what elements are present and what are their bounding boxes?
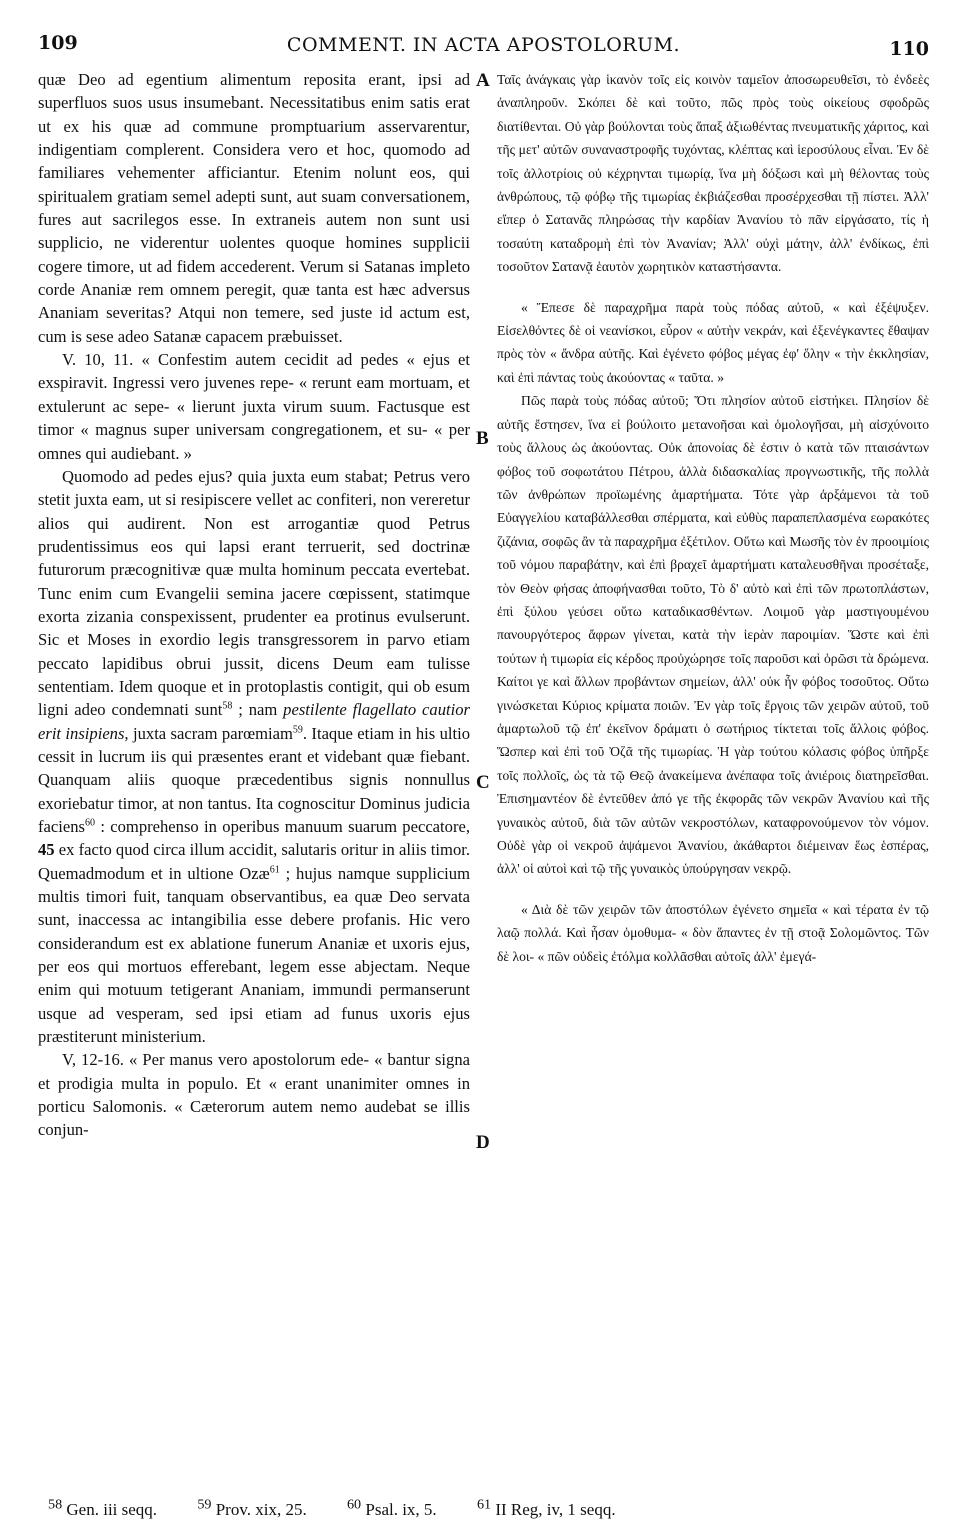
footnote-ref: 59 (292, 724, 303, 736)
footnote-ref: 61 (269, 864, 280, 876)
page-number-left: 109 (38, 32, 78, 54)
margin-marker-d: D (476, 1132, 490, 1153)
latin-paragraph: quæ Deo ad egentium alimentum reposita erant, ipsi ad superfluos suos usus insumebant. Necessitatibus enim satis erat ut ex his quæ ad commune promptuarium asservarentur, indigentiam complerent. Considera vero et hoc, quomodo ad familiares vehementer afficiantur. Etenim nolunt eos, qui spiritualem gratiam semel adepti sunt, aut suam conversationem, fures aut sacrilegos esse. In extraneis autem non sunt usi supplicio, ne viderentur uolentes quoque homines supplicii cogere timore, ut ad fidem accederent. Verum si Satanas impleto corde Ananiæ rem omnem peregit, quæ tanta est hæc adversus Ananiam severitas? Atqui non temere, sed juste id actum est, cum is sese adeo Satanæ capacem præbuisset. (38, 70, 470, 346)
column-number: 45 (38, 840, 55, 860)
latin-italic-quote: pestilente flagellato cautior erit insipiens, (38, 700, 470, 743)
latin-text: Quomodo ad pedes ejus? quia juxta eum stabat; Petrus vero stetit juxta eam, ut si resipiscere vellet ac confiteri, non vereretur alios qui audirent. Non est arrogantiæ quod Petrus prudentissimus eos qui lapsi erant terruerit, sed doctrinæ futurorum præcognitivæ quæ multa hominum peccata evertebat. Tunc enim cum Evangelii semina jacere cœpissent, statimque exorta zizania conspexissent, prudenter ea protinus evulserunt. Sic et Moses in exordio legis transgressorem in parvo etiam peccato lapidibus obrui jussit, dicens Deum eam tulisse sententiam. Idem quoque et in protoplastis contigit, qui ob esum ligni adeo condemnati sunt (38, 466, 470, 720)
latin-verse-quote: V. 10, 11. « Confestim autem cecidit ad pedes « ejus et exspiravit. Ingressi vero juvenes repe- « rerunt eam mortuam, et extulerunt ac sepe- « lierunt juxta virum suum. Factusque est timor « magnus super universam congregationem, et su- « per omnes qui audiebant. » (38, 350, 470, 463)
page-number-right: 110 (889, 38, 929, 60)
margin-marker-c: C (476, 772, 490, 793)
latin-text: ; nam (238, 700, 278, 720)
footnote-59: $^{59}$ Prov. xix, 25. (197, 1496, 307, 1519)
running-title: COMMENT. IN ACTA APOSTOLORUM. (286, 34, 681, 56)
greek-verse-quote: « Διὰ δὲ τῶν χειρῶν τῶν ἀποστόλων ἐγένετο σημεῖα « καὶ τέρατα ἐν τῷ λαῷ πολλά. Καὶ ἦσαν ὁμοθυμα- « δὸν ἅπαντες ἐν τῇ στοᾷ Σολομῶντος. Τῶν δὲ λοι- « πῶν οὐδεὶς ἐτόλμα κολλᾶσθαι αὐτοῖς ἀλλ' ἐμεγά- (497, 901, 929, 964)
latin-column (38, 68, 470, 1142)
latin-text: ex facto quod circa illum accidit, salutaris oritur in aliis timor. Quemadmodum et in ultione Ozæ (38, 840, 470, 883)
greek-paragraph: Ταῖς ἀνάγκαις γὰρ ἱκανὸν τοῖς εἰς κοινὸν ταμεῖον ἀποσωρευθεῖσι, τὸ ἐνδεὲς ἀναπληροῦν. Σκόπει δὲ καὶ τοῦτο, πῶς πρὸς τοὺς οἰκείους σφοδρῶς διατίθενται. Οὐ γὰρ βούλονται τοὺς ἅπαξ ἀξιωθέντας πνευματικῆς χάριτος, καὶ τῆς μετ' αὐτῶν συναναστροφῆς τυχόντας, κλέπτας καὶ ἱεροσύλους εἶναι. Ἐν δὲ τοῖς ἀλλοτρίοις οὐ κέχρηνται τιμωρίᾳ, ἵνα μὴ δόξωσι καὶ μὴ θέλοντας τοὺς ἀνθρώπους, τῷ φόβῳ τῆς τιμωρίας ἐκβιάζεσθαι προσέρχεσθαι τῇ πίστει. Ἀλλ' εἴπερ ὁ Σατανᾶς πληρώσας τὴν καρδίαν Ἀνανίου τὸ πᾶν εἰργάσατο, τίς ἡ τοσαύτη καταδρομὴ ἐπὶ τὸν Ἀνανίαν; Ἀλλ' οὐχὶ μάτην, ἀλλ' ἐνδίκως, ἐπὶ τοσοῦτον Σατανᾷ ἑαυτὸν χωρητικὸν καταστήσαντα. (497, 72, 929, 275)
footnote-ref: 60 (85, 817, 95, 829)
latin-commentary (38, 465, 470, 1049)
footnote-60: $^{60}$ Psal. ix, 5. (346, 1496, 437, 1519)
footnotes (48, 1496, 923, 1520)
margin-marker-a: A (476, 70, 490, 91)
greek-column (497, 68, 929, 968)
footnote-ref: 58 (222, 700, 233, 712)
footnote-61: $^{61}$ II Reg, iv, 1 seqq. (476, 1496, 616, 1519)
footnote-58: $^{58}$ Gen. iii seqq. (48, 1496, 158, 1519)
latin-text: ; hujus namque supplicium multis timori fuit, tanquam observantibus, ea quæ Deo servata sunt, inaccessa ac intangibilia esse debere profanis. Hic vero considerandum est ex ablatione funerum Ananiæ et uxoris ejus, per eos qui mortuos efferebant, legem esse abjectam. Neque enim qui motuum tetigerant Ananiam, immundi permanserunt usque ad vesperam, sed ipsi etiam ad funus uxoris ejus præstiterunt ministerium. (38, 863, 470, 1047)
greek-verse-quote: « Ἔπεσε δὲ παραχρῆμα παρὰ τοὺς πόδας αὐτοῦ, « καὶ ἐξέψυξεν. Εἰσελθόντες δὲ οἱ νεανίσκοι, εὗρον « αὐτὴν νεκράν, καὶ ἐξενέγκαντες ἔθαψαν πρὸς τὸν « ἄνδρα αὐτῆς. Καὶ ἐγένετο φόβος μέγας ἐφ' ὅλην « τὴν ἐκκλησίαν, καὶ ἐπὶ πάντας τοὺς ἀκούοντας « ταῦτα. » (497, 299, 929, 385)
latin-text: . Itaque etiam in his ultio cessit in lucrum iis qui præsentes erant et videbant quæ fiebant. Quanquam aliis quoque præcedentibus signis nonnullus exoriebatur timor, at non tantus. Ita cognoscitur Dominus judicia faciens (38, 723, 470, 836)
greek-commentary: Πῶς παρὰ τοὺς πόδας αὐτοῦ; Ὅτι πλησίον αὐτοῦ εἱστήκει. Πλησίον δὲ αὐτῆς ἔστησεν, ἵνα εἰ βούλοιτο μετανοῆσαι καὶ ὁμολογῆσαι, μὴ αἰσχύνοιτο τοὺς ἄλλους ὡς ἀκούοντας. Οὐκ ἀπονοίας δὲ ἐστιν ὁ κατὰ τῶν πταισάντων φόβος τοῦ σοφωτάτου Πέτρου, ἀλλὰ διδασκαλίας προγνωστικῆς, τῆς πολλὰ τῶν ἀνθρώπων προϊωμένης ἁμαρτήματα. Τότε γὰρ ἀρξάμενοι τὰ τοῦ Εὐαγγελίου καταβάλλεσθαι σπέρματα, καὶ εὐθὺς παραπεπλασμένα εωρακότες ζιζάνια, σοφῶς ἂν τὰ παραχρῆμα ἐξέτιλον. Οὕτω καὶ Μωσῆς τὸν ἐν προοιμίοις τοῦ νόμου παραβάτην, καὶ ἐπὶ βραχεῖ ἁμαρτήματι καταλευσθῆναι προσέταξε, τὸν Θεὸν φήσας ἀποφήνασθαι τοῦτο, Τὸ δ' αὐτὸ καὶ ἐπὶ τῶν πρωτοπλάστων, ἐπὶ ξύλου γεύσει οὕτω καταδικασθέντων. Λοιμοῦ γὰρ μαστιγουμένου πανουργότερος ἄφρων γίνεται, κατὰ τὴν ἱερὰν παροιμίαν. Ὥστε καὶ ἐπὶ τούτων ἡ τιμωρία εἰς κέρδος προὐχώρησε τοῖς παροῦσι καὶ ὁρῶσι τὰ δρώμενα. Καίτοι γε καὶ ἄλλων προβάντων σημείων, ἀλλ' οὐκ ἦν φόβος τοσοῦτος. Οὕτω γινώσκεται Κύριος κρίματα ποιῶν. Ἐν γὰρ τοῖς ἔργοις τῶν χειρῶν αὐτοῦ, τοῦ ἁμαρτωλοῦ τῷ ἐπ' ἐκεῖνον δράματι ὁ σωτήριος τίκτεται τοῖς ἄλλοις φόβος. Ὥσπερ καὶ ἐπὶ τοῦ Ὀζᾶ τῆς τιμωρίας. Ἡ γὰρ τούτου κόλασις φόβος ὑπῆρξε τοῖς πολλοῖς, ὡς τὰ τῷ Θεῷ ἀνακείμενα ἀνέπαφα τοῖς ἀνιέροις διατηρεῖσθαι. Ἐπισημαντέον δὲ ἐντεῦθεν ἀπό γε τῆς ἐκφορᾶς τῶν νεκρῶν Ἀνανίου καὶ τῆς γυναικὸς αὐτοῦ, διὰ τῶν αὐτῶν νεκροστόλων, καταφρονούμενον τὸν νόμον. Οὐδὲ γὰρ οἱ νεκροῦ ἀψάμενοι Ἀνανίου, ἀκάθαρτοι διέμειναν ἕως ἑσπέρας, ἀλλ' οἱ αὐτοὶ καὶ τῷ τῆς γυναικὸς ὑπούργησαν νεκρῷ. (497, 393, 929, 877)
margin-marker-b: B (476, 428, 489, 449)
latin-text: : comprehenso in operibus manuum suarum peccatore, (100, 817, 470, 836)
latin-verse-quote: V, 12-16. « Per manus vero apostolorum ede- « bantur signa et prodigia multa in populo. Et « erant unanimiter omnes in porticu Salomonis. « Cæterorum autem nemo audebat se illis conjun- (38, 1050, 470, 1140)
running-header (38, 20, 929, 60)
latin-text: juxta sacram parœmiam (132, 723, 293, 743)
